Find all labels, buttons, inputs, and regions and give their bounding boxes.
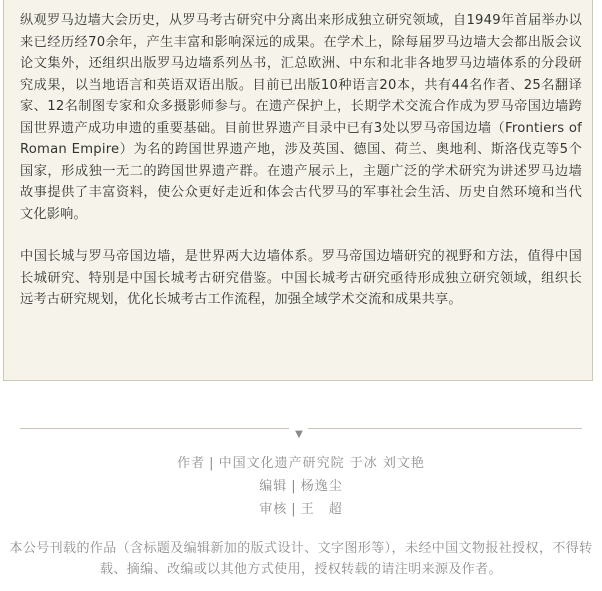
- editor-value: 杨逸尘: [300, 479, 343, 494]
- divider-line-right: [308, 428, 582, 429]
- triangle-down-icon: ▼: [295, 429, 303, 440]
- author-value: 中国文化遗产研究院 于冰 刘文艳: [218, 456, 425, 471]
- copyright-notice: 本公号刊载的作品（含标题及编辑新加的版式设计、文字图形等），未经中国文物报社授权，不得转载、摘编、改编或以其他方式使用，授权转载的请注明来源及作者。: [9, 541, 593, 577]
- reviewer-value: 王 超: [300, 502, 343, 517]
- reviewer-credit: [0, 498, 602, 517]
- author-separator: |: [209, 456, 215, 471]
- article-paragraph-2: 中国长城与罗马帝国边墙，是世界两大边墙体系。罗马帝国边墙研究的视野和方法，值得中国长城研究、特别是中国长城考古研究借鉴。中国长城考古研究亟待形成独立研究领域，组织长远考古研究规划，优化长城考古工作流程，加强全域学术交流和成果共享。: [20, 249, 582, 307]
- reviewer-label: 审核: [259, 502, 288, 517]
- author-credit: [0, 452, 602, 471]
- article-content-box: [3, 0, 593, 381]
- reviewer-separator: |: [291, 502, 297, 517]
- editor-label: 编辑: [259, 479, 288, 494]
- article-paragraph-1: 纵观罗马边墙大会历史，从罗马考古研究中分离出来形成独立研究领域，自1949年首届举办以来已经历经70余年，产生丰富和影响深远的成果。在学术上，除每届罗马边墙大会都出版会议论文集外，还组织出版罗马边墙系列丛书，汇总欧洲、中东和北非各地罗马边墙体系的分段研究成果，以当地语言和英语双语出版。目前已出版10种语言20本，共有44名作者、25名翻译家、12名制图专家和众多摄影师参与。在遗产保护上，长期学术交流合作成为罗马帝国边墙跨国世界遗产成功申遗的重要基础。目前世界遗产目录中已有3处以罗马帝国边墙（Frontiers of Roman Empire）为名的跨国世界遗产地，涉及英国、德国、荷兰、奥地利、斯洛伐克等5个国家，形成独一无二的跨国世界遗产群。在遗产展示上，主题广泛的学术研究为讲述罗马边墙故事提供了丰富资料，使公众更好走近和体会古代罗马的军事社会生活、历史自然环境和当代文化影响。: [20, 13, 582, 222]
- divider-line-left: [20, 428, 289, 429]
- editor-separator: |: [291, 479, 297, 494]
- author-label: 作者: [177, 456, 206, 471]
- editor-credit: [0, 475, 602, 494]
